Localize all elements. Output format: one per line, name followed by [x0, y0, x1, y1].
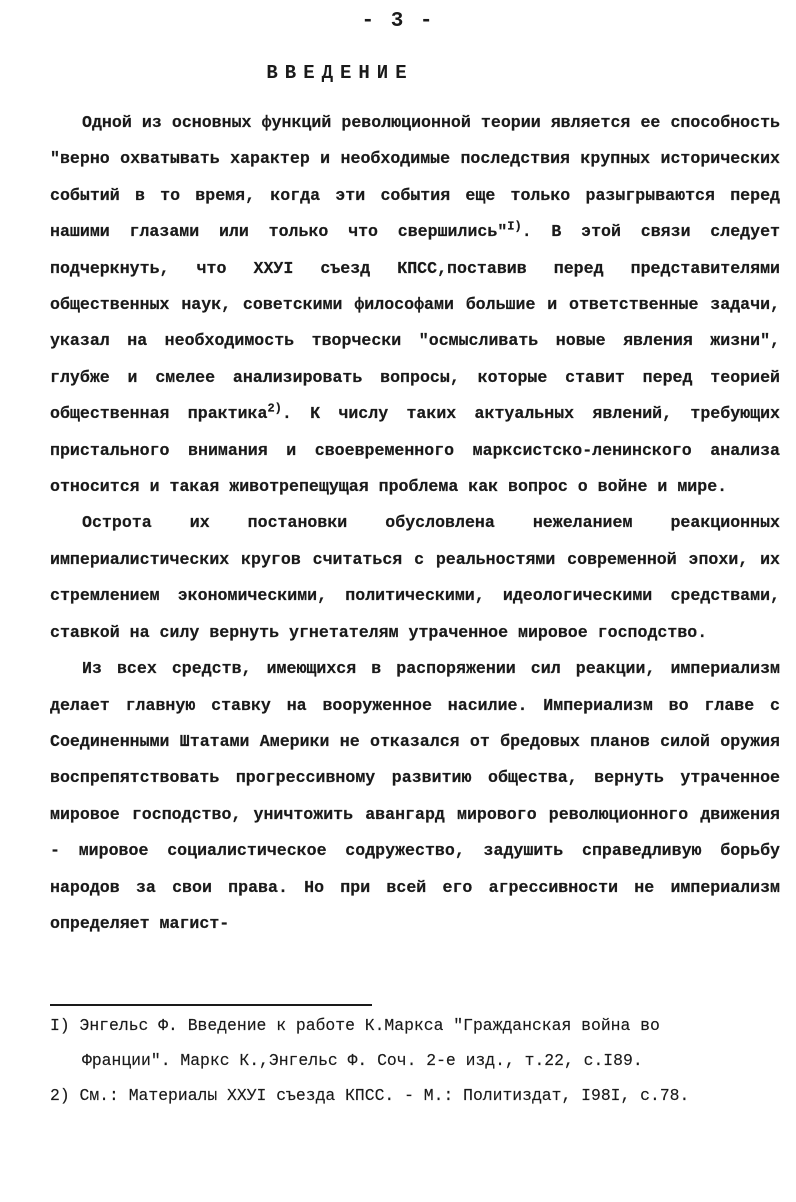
footnote-ref-1: I)	[507, 219, 522, 234]
body-text	[50, 105, 780, 942]
section-title: ВВЕДЕНИЕ	[266, 62, 414, 84]
footnote-1-line-1: I) Энгельс Ф. Введение к работе К.Маркса "Гражданская война во	[50, 1016, 660, 1035]
paragraph-3: Из всех средств, имеющихся в распоряжении сил реакции, империализм делает главную ставку на вооруженное насилие. Империализм во главе с Соединенными Штатами Америки не отказался от бредовых планов силой оружия воспрепятствовать прогрессивному развитию общества, вернуть утраченное мировое господство, уничтожить авангард мирового революционного движения - мировое социалистическое содружество, задушить справедливую борьбу народов за свои права. Но при всей его агрессивности не империализм определяет магист-	[50, 659, 780, 933]
footnote-divider	[50, 1004, 372, 1006]
paragraph-1-part-3: . К числу таких актуальных явлений, требующих пристального внимания и своевременного марксистско-ленинского анализа относится и такая животрепещущая проблема как вопрос о войне и мире.	[50, 404, 780, 497]
paragraph-1-part-1: Одной из основных функций революционной теории является ее способность "верно охватывать характер и необходимые последствия крупных исторических событий в то время, когда эти события еще только разыгрываются перед нашими глазами или только что свершились"	[50, 113, 780, 242]
footnote-2: 2) См.: Материалы XXУI съезда КПСС. - М.: Политиздат, I98I, с.78.	[50, 1086, 690, 1105]
paragraph-2: Острота их постановки обусловлена нежеланием реакционных империалистических кругов считаться с реальностями современной эпохи, их стремлением экономическими, политическими, идеологическими средствами, ставкой на силу вернуть угнетателям утраченное мировое господство.	[50, 513, 780, 642]
page-number: - 3 -	[361, 10, 435, 33]
footnote-ref-2: 2)	[267, 401, 282, 416]
paragraph-1-part-2: . В этой связи следует подчеркнуть, что XXУI съезд КПСС,поставив перед представителями общественных наук, советскими философами большие и ответственные задачи, указал на необходимость творчески "осмысливать новые явления жизни", глубже и смелее анализировать вопросы, которые ставит перед теорией общественная практика	[50, 222, 780, 424]
paragraph-1	[50, 105, 780, 505]
footnotes	[50, 1008, 780, 1113]
footnote-1-line-2: Франции". Маркс К.,Энгельс Ф. Соч. 2-е изд., т.22, с.I89.	[82, 1051, 643, 1070]
